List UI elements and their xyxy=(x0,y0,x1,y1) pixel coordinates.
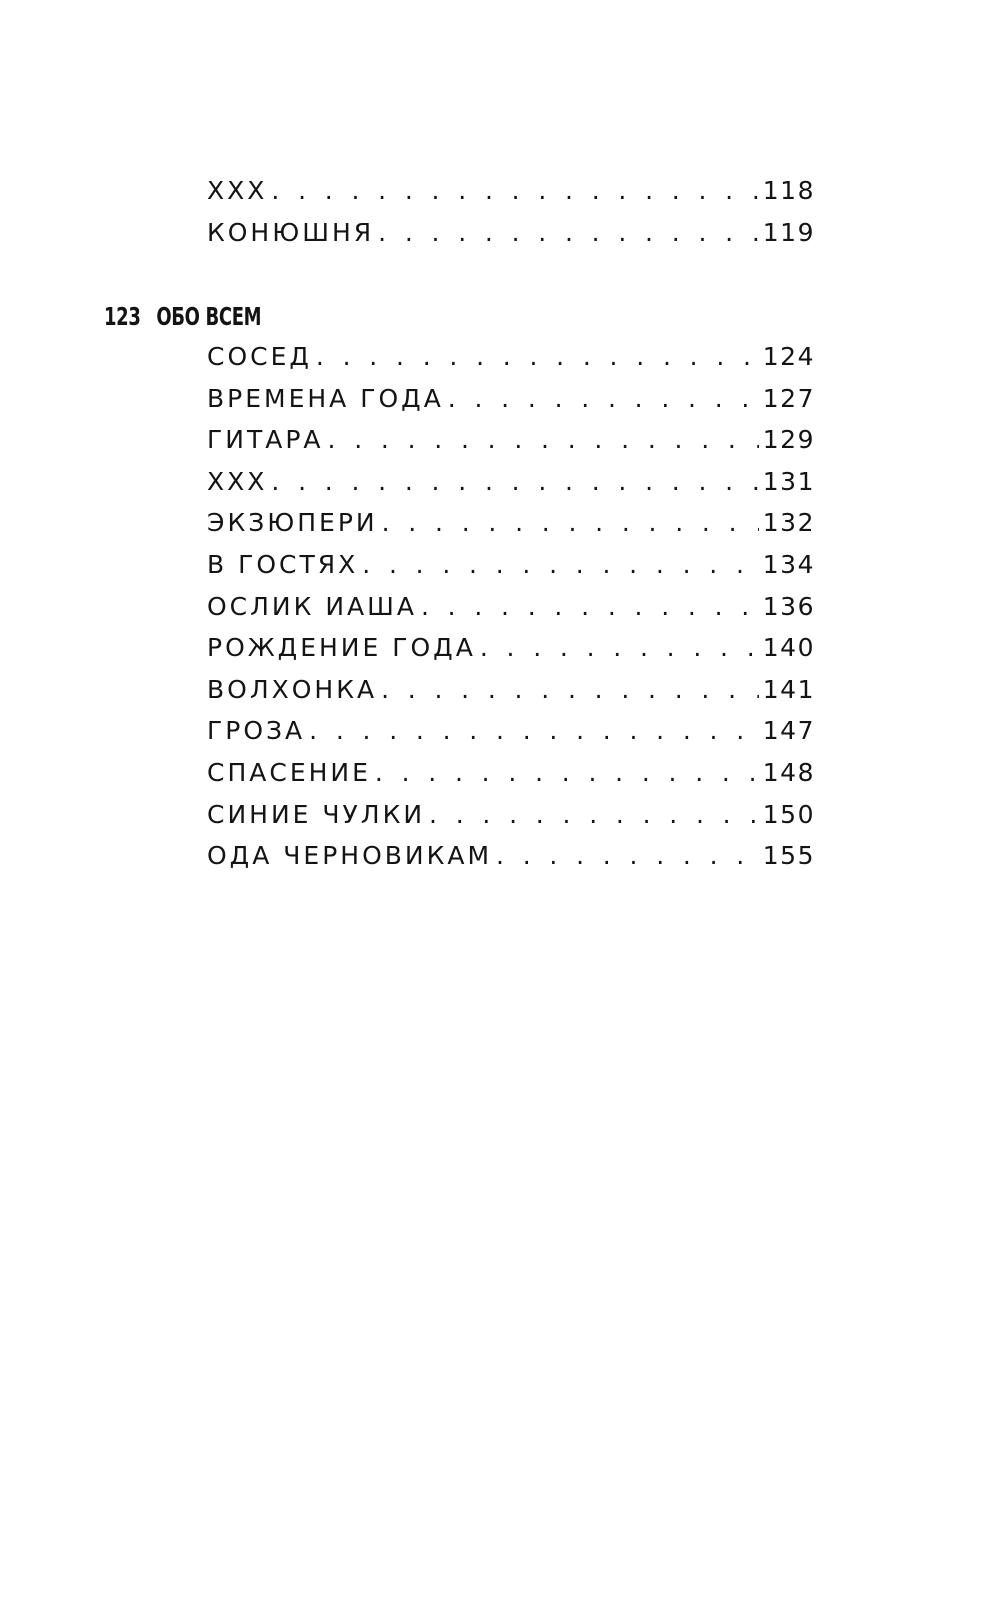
toc-entry-page: 147 xyxy=(762,716,815,746)
dot-leader xyxy=(271,176,758,205)
toc-entry xyxy=(207,550,815,592)
dot-leader xyxy=(448,384,759,413)
dot-leader xyxy=(375,758,759,787)
toc-entry-title: XXX xyxy=(207,176,268,205)
dot-leader xyxy=(496,841,759,870)
toc-entry-title: ВОЛХОНКА xyxy=(207,674,378,704)
toc-entry xyxy=(207,508,815,550)
toc-entry xyxy=(207,841,815,883)
toc-top-entries xyxy=(207,176,815,259)
dot-leader xyxy=(480,633,759,662)
toc-entry-page: 155 xyxy=(762,841,815,871)
toc-entry-title: XXX xyxy=(207,466,268,496)
dot-leader xyxy=(378,218,759,247)
toc-entry-title: РОЖДЕНИЕ ГОДА xyxy=(207,633,476,663)
toc-entry-page: 119 xyxy=(762,217,815,247)
dot-leader xyxy=(271,467,758,496)
toc-entry xyxy=(207,716,815,758)
toc-entry-page: 118 xyxy=(762,176,815,205)
section-heading xyxy=(104,302,261,331)
toc-entry xyxy=(207,218,815,260)
toc-entry-title: СПАСЕНИЕ xyxy=(207,757,371,787)
toc-entry xyxy=(207,176,815,218)
toc-entry-title: ВРЕМЕНА ГОДА xyxy=(207,383,444,413)
toc-entry-title: СОСЕД xyxy=(207,342,312,371)
section-title: ОБО ВСЕМ xyxy=(156,302,262,331)
toc-entry-title: В ГОСТЯХ xyxy=(207,549,359,579)
toc-entry-page: 131 xyxy=(762,466,815,496)
dot-leader xyxy=(362,550,759,579)
dot-leader xyxy=(328,425,759,454)
toc-entry xyxy=(207,425,815,467)
dot-leader xyxy=(429,800,759,829)
toc-entry-page: 150 xyxy=(762,799,815,829)
toc-entry xyxy=(207,758,815,800)
toc-entry xyxy=(207,675,815,717)
toc-entry-page: 136 xyxy=(762,591,815,621)
toc-entry-page: 127 xyxy=(762,383,815,413)
toc-entry-page: 132 xyxy=(762,508,815,538)
toc-entry-title: ГРОЗА xyxy=(207,716,306,746)
toc-entry-title: ГИТАРА xyxy=(207,425,324,455)
toc-entry-page: 129 xyxy=(762,425,815,455)
toc-entry-page: 124 xyxy=(762,342,815,371)
section-number: 123 xyxy=(104,302,141,331)
toc-entry xyxy=(207,633,815,675)
toc-entry xyxy=(207,800,815,842)
toc-entry-page: 141 xyxy=(762,674,815,704)
toc-entry-page: 134 xyxy=(762,549,815,579)
toc-entry-title: СИНИЕ ЧУЛКИ xyxy=(207,799,426,829)
toc-entry-title: ОДА ЧЕРНОВИКАМ xyxy=(207,841,493,871)
toc-section-entries xyxy=(207,342,815,883)
toc-entry-page: 148 xyxy=(762,757,815,787)
toc-entry xyxy=(207,467,815,509)
dot-leader xyxy=(309,716,759,745)
dot-leader xyxy=(381,675,759,704)
toc-entry xyxy=(207,592,815,634)
toc-entry-title: ОСЛИК ИАША xyxy=(207,591,417,621)
dot-leader xyxy=(421,592,759,621)
toc-entry-page: 140 xyxy=(762,633,815,663)
toc-entry xyxy=(207,342,815,384)
dot-leader xyxy=(382,508,759,537)
toc-entry-title: КОНЮШНЯ xyxy=(207,217,375,247)
toc-entry xyxy=(207,384,815,426)
dot-leader xyxy=(316,342,759,371)
toc-entry-title: ЭКЗЮПЕРИ xyxy=(207,508,378,538)
